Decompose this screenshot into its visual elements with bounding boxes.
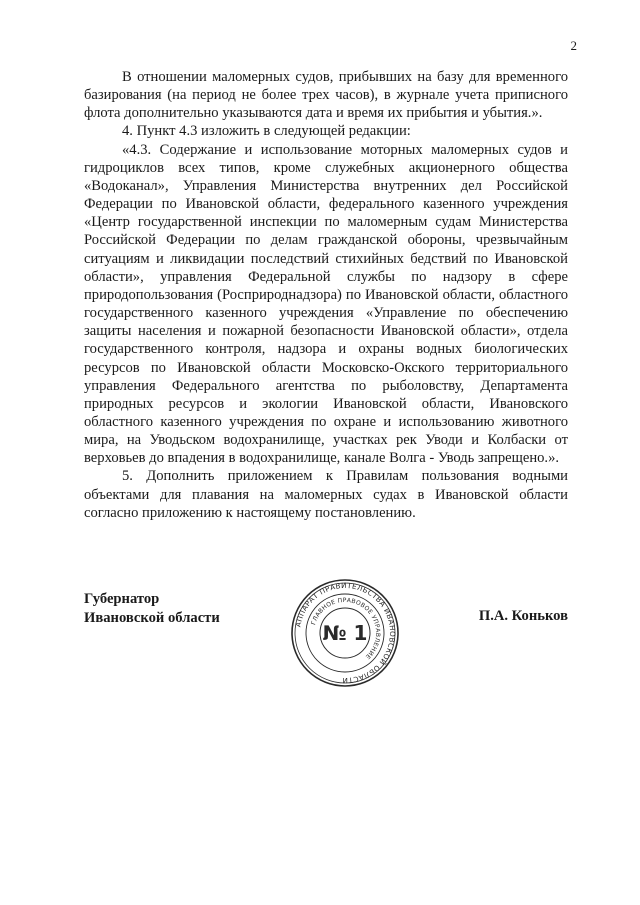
page-number: 2	[570, 38, 577, 53]
paragraph-base-arrival: В отношении маломерных судов, прибывших на базу для временного базирования (на период не более трех часов), в журнале учета приписного флота дополнительно указываются дата и время их прибытия и убытия.».	[84, 69, 568, 122]
paragraph-item-4: 4. Пункт 4.3 изложить в следующей редакции:	[122, 123, 411, 140]
official-stamp	[290, 578, 400, 688]
stamp-inner-text: ГЛАВНОЕ ПРАВОВОЕ УПРАВЛЕНИЕ	[310, 596, 382, 661]
position-title: Губернатор	[84, 591, 160, 607]
signer-name: П.А. Коньков	[478, 608, 568, 624]
signature-position	[84, 590, 220, 627]
stamp-outer-text: АППАРАТ ПРАВИТЕЛЬСТВА ИВАНОВСКОЙ ОБЛАСТИ	[293, 580, 398, 686]
document-body	[84, 68, 568, 522]
paragraph-item-5: 5. Дополнить приложением к Правилам пользования водными объектами для плавания на маломерных судах в Ивановской области согласно приложению к настоящему постановлению.	[84, 468, 568, 521]
stamp-center-number: № 1	[322, 621, 368, 645]
position-region: Ивановской области	[84, 609, 220, 626]
paragraph-item-4-3: «4.3. Содержание и использование моторных маломерных судов и гидроциклов всех типов, кроме служебных акционерного общества «Водоканал», Управления Министерства внутренних дел Российской Федерации по Ивановской области, федерального казенного учреждения «Центр государственной инспекции по маломерным судам Министерства Российской Федерации по делам гражданской обороны, чрезвычайным ситуациям и ликвидации последствий стихийных бедствий по Ивановской области», управления Федеральной службы по надзору в сфере природопользования (Росприроднадзора) по Ивановской области, областного государственного казенного учреждения «Управление по обеспечению защиты населения и пожарной безопасности Ивановской области», отдела государственного контроля, надзора и охраны водных биологических ресурсов по Ивановской области Московско-Окского территориального управления Федерального агентства по рыболовству, Департамента природных ресурсов и экологии Ивановской области, Ивановского областного казенного учреждения по охране и использованию животного мира, на Уводьском водохранилище, участках рек Уводи и Колбаски от верховьев до впадения в водохранилище, канале Волга - Уводь запрещено.».	[84, 141, 568, 467]
